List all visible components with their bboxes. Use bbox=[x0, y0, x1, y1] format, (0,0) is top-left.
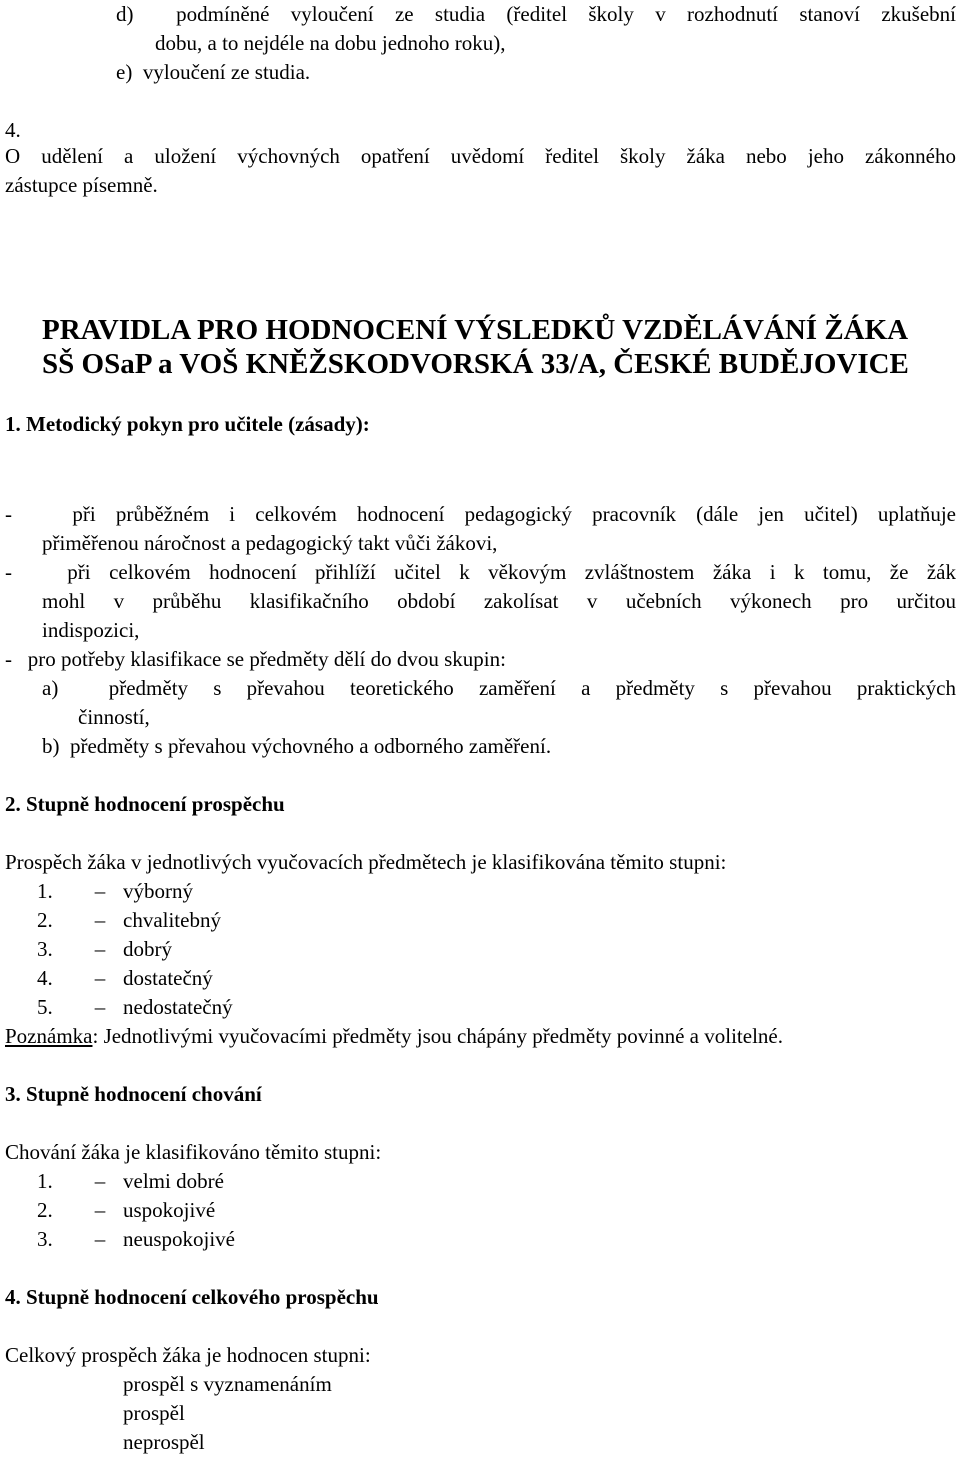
grade-item: 5. – nedostatečný bbox=[37, 995, 233, 1019]
bullet-2-line1: - při celkovém hodnocení přihlíží učitel k věkovým zvláštnostem žáka i k tomu, že žák bbox=[5, 560, 956, 584]
bullet-1-line1: - při průběžném i celkovém hodnocení pedagogický pracovník (dále jen učitel) uplatňuje bbox=[5, 502, 956, 526]
section-2-intro: Prospěch žáka v jednotlivých vyučovacích předmětech je klasifikována těmito stupni: bbox=[5, 850, 727, 874]
list-item-d-line2: dobu, a to nejdéle na dobu jednoho roku), bbox=[155, 31, 506, 55]
sub-item-a-line1: a) předměty s převahou teoretického zaměření a předměty s převahou praktických bbox=[42, 676, 956, 700]
grade-item: 2. – chvalitebný bbox=[37, 908, 221, 932]
sub-item-a-line2: činností, bbox=[78, 705, 150, 729]
overall-grade-item: neprospěl bbox=[123, 1430, 205, 1454]
section-1-heading: 1. Metodický pokyn pro učitele (zásady): bbox=[5, 412, 370, 436]
note-text: : Jednotlivými vyučovacími předměty jsou chápány předměty povinné a volitelné. bbox=[92, 1024, 783, 1048]
overall-grade-item: prospěl s vyznamenáním bbox=[123, 1372, 332, 1396]
behavior-grade-item: 1. – velmi dobré bbox=[37, 1169, 224, 1193]
bullet-2-line2: mohl v průběhu klasifikačního období zakolísat v učebních výkonech pro určitou bbox=[42, 589, 956, 613]
page-title-line2: SŠ OSaP a VOŠ KNĚŽSKODVORSKÁ 33/A, ČESKÉ BUDĚJOVICE bbox=[42, 348, 909, 380]
page-title-line1: PRAVIDLA PRO HODNOCENÍ VÝSLEDKŮ VZDĚLÁVÁNÍ ŽÁKA bbox=[42, 314, 909, 346]
bullet-3-line1: - pro potřeby klasifikace se předměty dělí do dvou skupin: bbox=[5, 647, 506, 671]
bullet-2-line3: indispozici, bbox=[42, 618, 140, 642]
overall-grade-item: prospěl bbox=[123, 1401, 185, 1425]
section-4-intro: Celkový prospěch žáka je hodnocen stupni: bbox=[5, 1343, 371, 1367]
behavior-grade-item: 2. – uspokojivé bbox=[37, 1198, 216, 1222]
point-4-line2: zástupce písemně. bbox=[5, 173, 158, 197]
sub-item-b: b) předměty s převahou výchovného a odborného zaměření. bbox=[42, 734, 552, 758]
list-item-e: e) vyloučení ze studia. bbox=[116, 60, 311, 84]
grade-item: 3. – dobrý bbox=[37, 937, 172, 961]
note-label: Poznámka bbox=[5, 1024, 93, 1048]
bullet-1-line2: přiměřenou náročnost a pedagogický takt vůči žákovi, bbox=[42, 531, 498, 555]
list-item-d-line1: d) podmíněné vyloučení ze studia (ředitel školy v rozhodnutí stanoví zkušební bbox=[116, 2, 956, 26]
section-3-heading: 3. Stupně hodnocení chování bbox=[5, 1082, 262, 1106]
grade-item: 1. – výborný bbox=[37, 879, 193, 903]
section-4-heading: 4. Stupně hodnocení celkového prospěchu bbox=[5, 1285, 379, 1309]
note bbox=[5, 1022, 783, 1051]
behavior-grade-item: 3. – neuspokojivé bbox=[37, 1227, 235, 1251]
point-4-line1: O udělení a uložení výchovných opatření uvědomí ředitel školy žáka nebo jeho zákonného bbox=[5, 144, 956, 168]
section-2-heading: 2. Stupně hodnocení prospěchu bbox=[5, 792, 285, 816]
point-4-number: 4. bbox=[5, 118, 21, 142]
section-3-intro: Chování žáka je klasifikováno těmito stupni: bbox=[5, 1140, 382, 1164]
grade-item: 4. – dostatečný bbox=[37, 966, 213, 990]
